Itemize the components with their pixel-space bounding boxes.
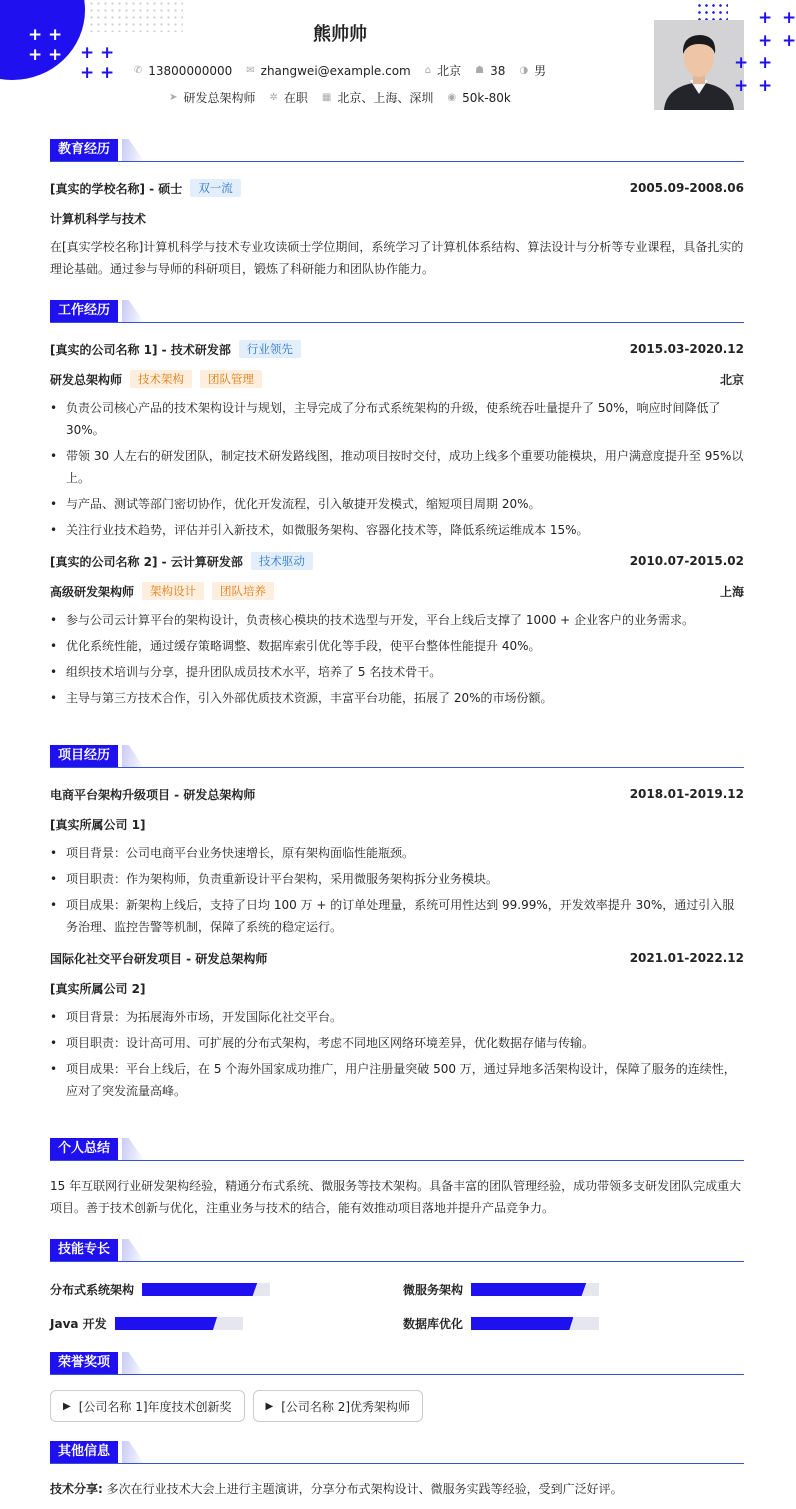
skill-bar-fill: [142, 1283, 257, 1296]
work-bullets: [50, 609, 744, 709]
work-section: [50, 300, 744, 713]
phone-icon: ✆: [133, 65, 143, 76]
section-title: [50, 745, 744, 768]
awards-list: [50, 1390, 744, 1422]
skill-bar-fill: [115, 1317, 217, 1330]
list-item: • 负责公司核心产品的技术架构设计与规划，主导完成了分布式系统架构的升级，使系统吞吐量提升了 50%，响应时间降低了 30%。: [50, 397, 744, 441]
status-text: 在职: [283, 91, 308, 105]
work-item: [50, 551, 744, 709]
other-label: 技术分享:: [50, 1482, 103, 1496]
list-item: • 主导与第三方技术合作，引入外部优质技术资源，丰富平台功能，拓展了 20%的市场份额。: [50, 687, 744, 709]
email-info: [246, 64, 411, 78]
decor-plus: +: [100, 63, 115, 83]
section-title: [50, 1138, 744, 1161]
decor-plus: +: [100, 43, 115, 63]
email-text: zhangwei@example.com: [260, 63, 411, 78]
project-title: 国际化社交平台研发项目 - 研发总架构师: [50, 951, 268, 966]
job-info: [169, 89, 255, 106]
school-tag: 双一流: [190, 179, 241, 197]
skill-item: [50, 1281, 270, 1298]
work-role: [50, 369, 744, 389]
intent-row: [0, 89, 680, 106]
projects-section: [50, 745, 744, 1106]
job-text: 研发总架构师: [183, 91, 256, 105]
decor-plus: +: [782, 8, 796, 28]
decor-plus: +: [28, 25, 43, 45]
section-label: 项目经历: [50, 745, 118, 767]
list-item: • 项目职责：设计高可用、可扩展的分布式架构，考虑不同地区网络环境差异，优化数据存储与传输。: [50, 1032, 744, 1054]
section-title-tail: [122, 139, 144, 161]
summary-text: 15 年互联网行业研发架构经验，精通分布式系统、微服务等技术架构。具备丰富的团队管理经验，成功带领多支研发团队完成重大项目。善于技术创新与优化，注重业务与技术的结合，能有效推动项目落地并提升产品竞争力。: [50, 1179, 742, 1215]
candidate-name: 熊帅帅: [313, 24, 367, 45]
skill-name: 数据库优化: [403, 1317, 464, 1331]
phone-info: [134, 64, 232, 78]
company-name: [真实的公司名称 2] - 云计算研发部: [50, 554, 243, 569]
education-desc: 在[真实学校名称]计算机科学与技术专业攻读硕士学位期间，系统学习了计算机体系结构、算法设计与分析等专业课程，具备扎实的理论基础。通过参与导师的科研项目，锻炼了科研能力和团队协作能力。: [50, 240, 744, 276]
skill-bar: [142, 1283, 270, 1296]
gender-info: [519, 62, 546, 79]
other-info: [50, 1478, 744, 1500]
education-section: [50, 139, 744, 280]
decor-plus: +: [80, 43, 95, 63]
age-icon: ☗: [475, 65, 485, 76]
building-icon: ▦: [321, 92, 332, 103]
section-title: [50, 300, 744, 323]
company-tag: 技术驱动: [251, 552, 313, 570]
education-date: 2005.09-2008.06: [629, 181, 744, 195]
skill-item: [403, 1281, 599, 1298]
work-header: [50, 551, 744, 571]
section-label: 教育经历: [50, 139, 118, 161]
work-date: 2015.03-2020.12: [629, 342, 744, 356]
summary-section: [50, 1138, 744, 1219]
list-item: • 项目背景：公司电商平台业务快速增长，原有架构面临性能瓶颈。: [50, 842, 744, 864]
project-header: [50, 948, 744, 968]
city-info: [425, 62, 461, 79]
work-bullets: [50, 397, 744, 541]
decor-plus: +: [782, 31, 796, 51]
work-date: 2010.07-2015.02: [629, 554, 744, 568]
work-role: [50, 581, 744, 601]
award-text: [公司名称 1]年度技术创新奖: [78, 1399, 232, 1414]
skill-item: [403, 1315, 599, 1332]
target-city-info: [322, 89, 433, 106]
project-item: [50, 948, 744, 1102]
skills-section: [50, 1239, 744, 1262]
status-info: [270, 89, 308, 106]
skill-name: Java 开发: [50, 1317, 107, 1331]
work-location: 上海: [719, 584, 744, 599]
section-title: [50, 1352, 744, 1375]
section-label: 技能专长: [50, 1239, 118, 1261]
play-icon: ▶: [63, 1400, 71, 1412]
project-date: 2021.01-2022.12: [629, 951, 744, 965]
role-tag: 团队管理: [200, 370, 262, 388]
project-company-name: [真实所属公司 1]: [50, 817, 146, 832]
gender-icon: ◑: [519, 65, 529, 76]
school-name: [真实的学校名称] - 硕士: [50, 181, 183, 196]
project-title: 电商平台架构升级项目 - 研发总架构师: [50, 787, 256, 802]
project-bullets: [50, 1006, 744, 1102]
section-label: 工作经历: [50, 300, 118, 322]
decor-plus: +: [80, 63, 95, 83]
work-item: [50, 339, 744, 541]
section-title-tail: [122, 745, 144, 767]
company-name: [真实的公司名称 1] - 技术研发部: [50, 342, 231, 357]
list-item: • 组织技术培训与分享，提升团队成员技术水平，培养了 5 名技术骨干。: [50, 661, 744, 683]
role-name: 高级研发架构师: [50, 584, 135, 599]
home-icon: ⌂: [424, 65, 432, 76]
skill-bar: [115, 1317, 243, 1330]
project-date: 2018.01-2019.12: [629, 787, 744, 801]
education-major: [50, 208, 744, 228]
age-text: 38: [490, 63, 506, 78]
gender-text: 男: [534, 64, 547, 78]
section-label: 荣誉奖项: [50, 1352, 118, 1374]
other-section: [50, 1441, 744, 1500]
project-company-name: [真实所属公司 2]: [50, 981, 146, 996]
skill-bar: [471, 1283, 599, 1296]
decor-plus: +: [758, 8, 773, 28]
education-header: [50, 178, 744, 198]
award-text: [公司名称 2]优秀架构师: [281, 1399, 411, 1414]
status-icon: ✲: [269, 92, 278, 103]
section-title-tail: [122, 300, 144, 322]
decor-plus: +: [758, 53, 773, 73]
skill-bar-fill: [471, 1317, 573, 1330]
section-title-tail: [122, 1138, 144, 1160]
skill-bar-fill: [471, 1283, 586, 1296]
section-title-tail: [122, 1352, 144, 1374]
list-item: • 带领 30 人左右的研发团队，制定技术研发路线图，推动项目按时交付，成功上线多个重要功能模块，用户满意度提升至 95%以上。: [50, 445, 744, 489]
age-info: [475, 64, 505, 78]
send-icon: ➤: [169, 92, 178, 103]
role-name: 研发总架构师: [50, 372, 123, 387]
awards-section: [50, 1352, 744, 1422]
city-text: 北京: [437, 64, 462, 78]
company-tag: 行业领先: [239, 340, 301, 358]
award-item[interactable]: [50, 1390, 245, 1422]
section-label: 个人总结: [50, 1138, 118, 1160]
section-title: [50, 1441, 744, 1464]
salary-icon: ◉: [447, 92, 457, 103]
skill-name: 微服务架构: [403, 1283, 464, 1297]
skill-bar: [471, 1317, 599, 1330]
work-header: [50, 339, 744, 359]
project-item: [50, 784, 744, 938]
decor-plus: +: [48, 45, 63, 65]
list-item: • 项目职责：作为架构师，负责重新设计平台架构，采用微服务架构拆分业务模块。: [50, 868, 744, 890]
section-title: [50, 139, 744, 162]
project-header: [50, 784, 744, 804]
salary-text: 50k-80k: [462, 90, 511, 105]
decor-plus: +: [758, 31, 773, 51]
major-name: 计算机科学与技术: [50, 211, 147, 226]
decor-plus: +: [48, 25, 63, 45]
role-tag: 架构设计: [142, 582, 204, 600]
skill-item: [50, 1315, 243, 1332]
award-item[interactable]: [253, 1390, 424, 1422]
list-item: • 项目成果：新架构上线后，支持了日均 100 万 + 的订单处理量，系统可用性达到 99.99%，开发效率提升 30%，通过引入服务治理、监控告警等机制，保障了系统的稳定运行。: [50, 894, 744, 938]
project-bullets: [50, 842, 744, 938]
target-city-text: 北京、上海、深圳: [337, 91, 434, 105]
skill-name: 分布式系统架构: [50, 1283, 135, 1297]
section-title-tail: [122, 1441, 144, 1463]
section-title: [50, 1239, 744, 1262]
list-item: • 与产品、测试等部门密切协作，优化开发流程，引入敏捷开发模式，缩短项目周期 20%。: [50, 493, 744, 515]
list-item: • 项目背景：为拓展海外市场，开发国际化社交平台。: [50, 1006, 744, 1028]
list-item: • 关注行业技术趋势，评估并引入新技术，如微服务架构、容器化技术等，降低系统运维成本 15%。: [50, 519, 744, 541]
avatar: [654, 20, 744, 110]
decor-plus: +: [758, 76, 773, 96]
section-title-tail: [122, 1239, 144, 1261]
contact-row: [0, 62, 680, 79]
list-item: • 项目成果：平台上线后，在 5 个海外国家成功推广，用户注册量突破 500 万，通过异地多活架构设计，保障了服务的连续性，应对了突发流量高峰。: [50, 1058, 744, 1102]
play-icon: ▶: [265, 1400, 274, 1412]
role-tag: 团队培养: [212, 582, 274, 600]
mail-icon: ✉: [246, 65, 255, 76]
decor-plus: +: [734, 53, 749, 73]
other-text: 多次在行业技术大会上进行主题演讲，分享分布式架构设计、微服务实践等经验，受到广泛好评。: [106, 1482, 623, 1496]
list-item: • 优化系统性能，通过缓存策略调整、数据库索引优化等手段，使平台整体性能提升 40%。: [50, 635, 744, 657]
phone-text: 13800000000: [148, 63, 233, 78]
salary-info: [447, 91, 511, 105]
role-tag: 技术架构: [130, 370, 192, 388]
project-company: [50, 814, 744, 834]
decor-plus: +: [734, 76, 749, 96]
list-item: • 参与公司云计算平台的架构设计，负责核心模块的技术选型与开发，平台上线后支撑了 1000 + 企业客户的业务需求。: [50, 609, 744, 631]
decor-plus: +: [28, 45, 43, 65]
section-label: 其他信息: [50, 1441, 118, 1463]
project-company: [50, 978, 744, 998]
work-location: 北京: [719, 372, 744, 387]
